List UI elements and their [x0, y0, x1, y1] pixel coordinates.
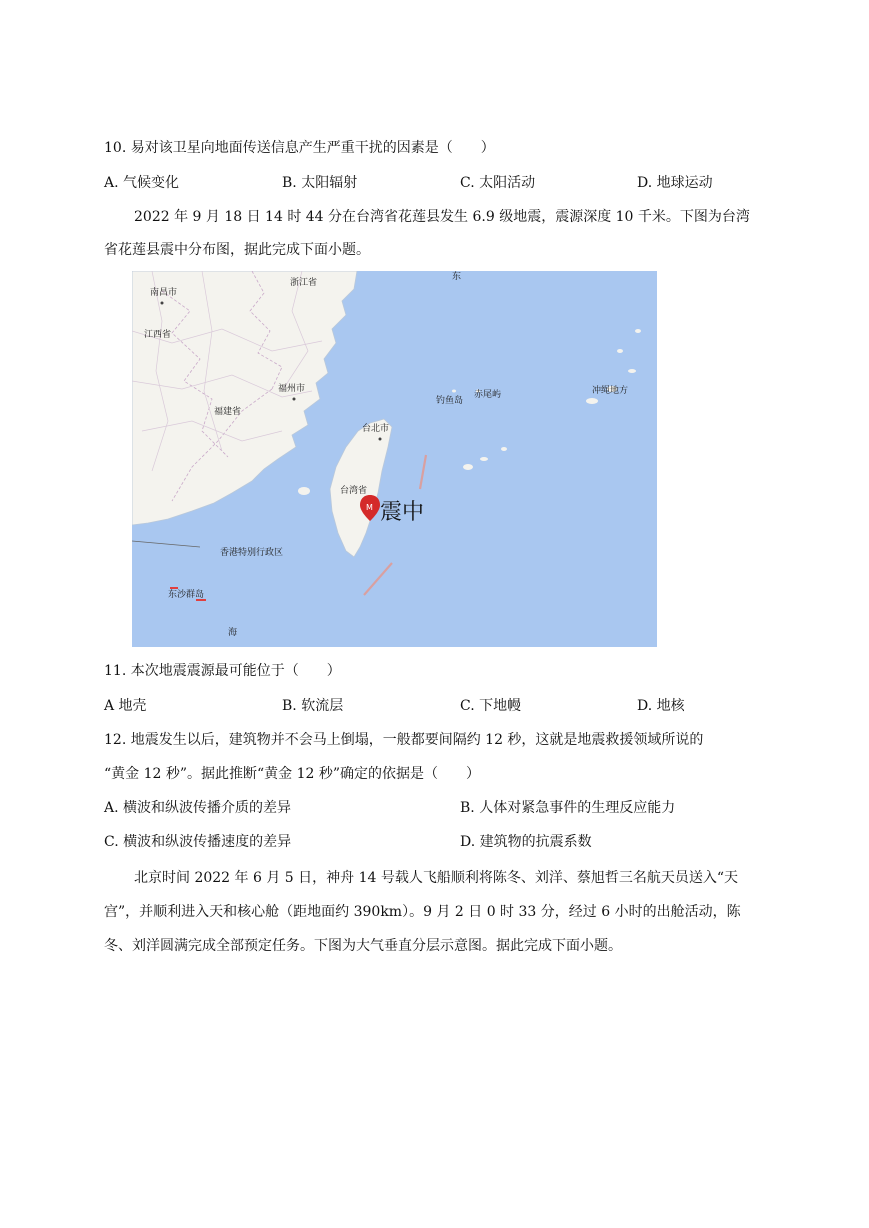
label-nanchang: 南昌市 — [150, 288, 178, 298]
question-11-option-b: B. 软流层 — [282, 698, 344, 714]
question-12-option-b: B. 人体对紧急事件的生理反应能力 — [460, 800, 676, 816]
passage-1-line-1: 2022 年 9 月 18 日 14 时 44 分在台湾省花莲县发生 6.9 级地震，震源深度 10 千米。下图为台湾 — [134, 209, 750, 225]
label-fujian: 福建省 — [214, 407, 242, 417]
question-11-option-a: A 地壳 — [104, 698, 147, 714]
passage-2-line-1: 北京时间 2022 年 6 月 5 日，神舟 14 号载人飞船顺利将陈冬、刘洋、蔡旭哲三名航天员送入“天 — [134, 870, 739, 886]
passage-2-line-2: 宫”，并顺利进入天和核心舱（距地面约 390km）。9 月 2 日 0 时 33 分，经过 6 小时的出舱活动，陈 — [104, 904, 741, 920]
label-diaoyu: 钓鱼岛 — [436, 396, 464, 406]
question-12-option-a: A. 横波和纵波传播介质的差异 — [104, 800, 292, 816]
question-12-stem-line-1: 12. 地震发生以后，建筑物并不会马上倒塌，一般都要间隔约 12 秒，这就是地震救援领域所说的 — [104, 732, 704, 748]
label-epicenter: 震中 — [380, 500, 425, 525]
question-10-stem: 10. 易对该卫星向地面传送信息产生严重干扰的因素是（ ） — [104, 140, 495, 156]
label-taiwan: 台湾省 — [340, 486, 368, 496]
city-dot-fuzhou — [293, 398, 296, 401]
question-10-option-b: B. 太阳辐射 — [282, 175, 358, 191]
map-graphic — [132, 271, 657, 647]
city-dot-nanchang — [161, 302, 164, 305]
question-12-option-c: C. 横波和纵波传播速度的差异 — [104, 834, 292, 850]
passage-2-line-3: 冬、刘洋圆满完成全部预定任务。下图为大气垂直分层示意图。据此完成下面小题。 — [104, 938, 622, 954]
label-okinawa: 冲绳地方 — [592, 386, 629, 396]
label-hai: 海 — [228, 628, 238, 638]
question-11-option-c: C. 下地幔 — [460, 698, 522, 714]
question-12-stem-line-2: “黄金 12 秒”。据此推断“黄金 12 秒”确定的依据是（ ） — [104, 766, 481, 782]
label-zhejiang: 浙江省 — [290, 278, 318, 288]
question-10-option-d: D. 地球运动 — [637, 175, 713, 191]
label-taipei: 台北市 — [362, 424, 390, 434]
label-hongkong: 香港特别行政区 — [220, 548, 284, 558]
question-10-option-c: C. 太阳活动 — [460, 175, 536, 191]
label-dong: 东 — [452, 272, 462, 282]
label-chiwei: 赤尾屿 — [474, 390, 502, 400]
question-11-option-d: D. 地核 — [637, 698, 685, 714]
question-10-option-a: A. 气候变化 — [104, 175, 180, 191]
question-11-stem: 11. 本次地震震源最可能位于（ ） — [104, 663, 341, 679]
label-fuzhou: 福州市 — [278, 384, 306, 394]
city-dot-taipei — [379, 438, 382, 441]
svg-text:M: M — [366, 503, 373, 512]
label-dongsha: 东沙群岛 — [168, 590, 205, 600]
passage-1-line-2: 省花莲县震中分布图，据此完成下面小题。 — [104, 242, 370, 258]
label-jiangxi: 江西省 — [144, 330, 172, 340]
question-12-option-d: D. 建筑物的抗震系数 — [460, 834, 592, 850]
epicenter-map — [132, 271, 657, 647]
